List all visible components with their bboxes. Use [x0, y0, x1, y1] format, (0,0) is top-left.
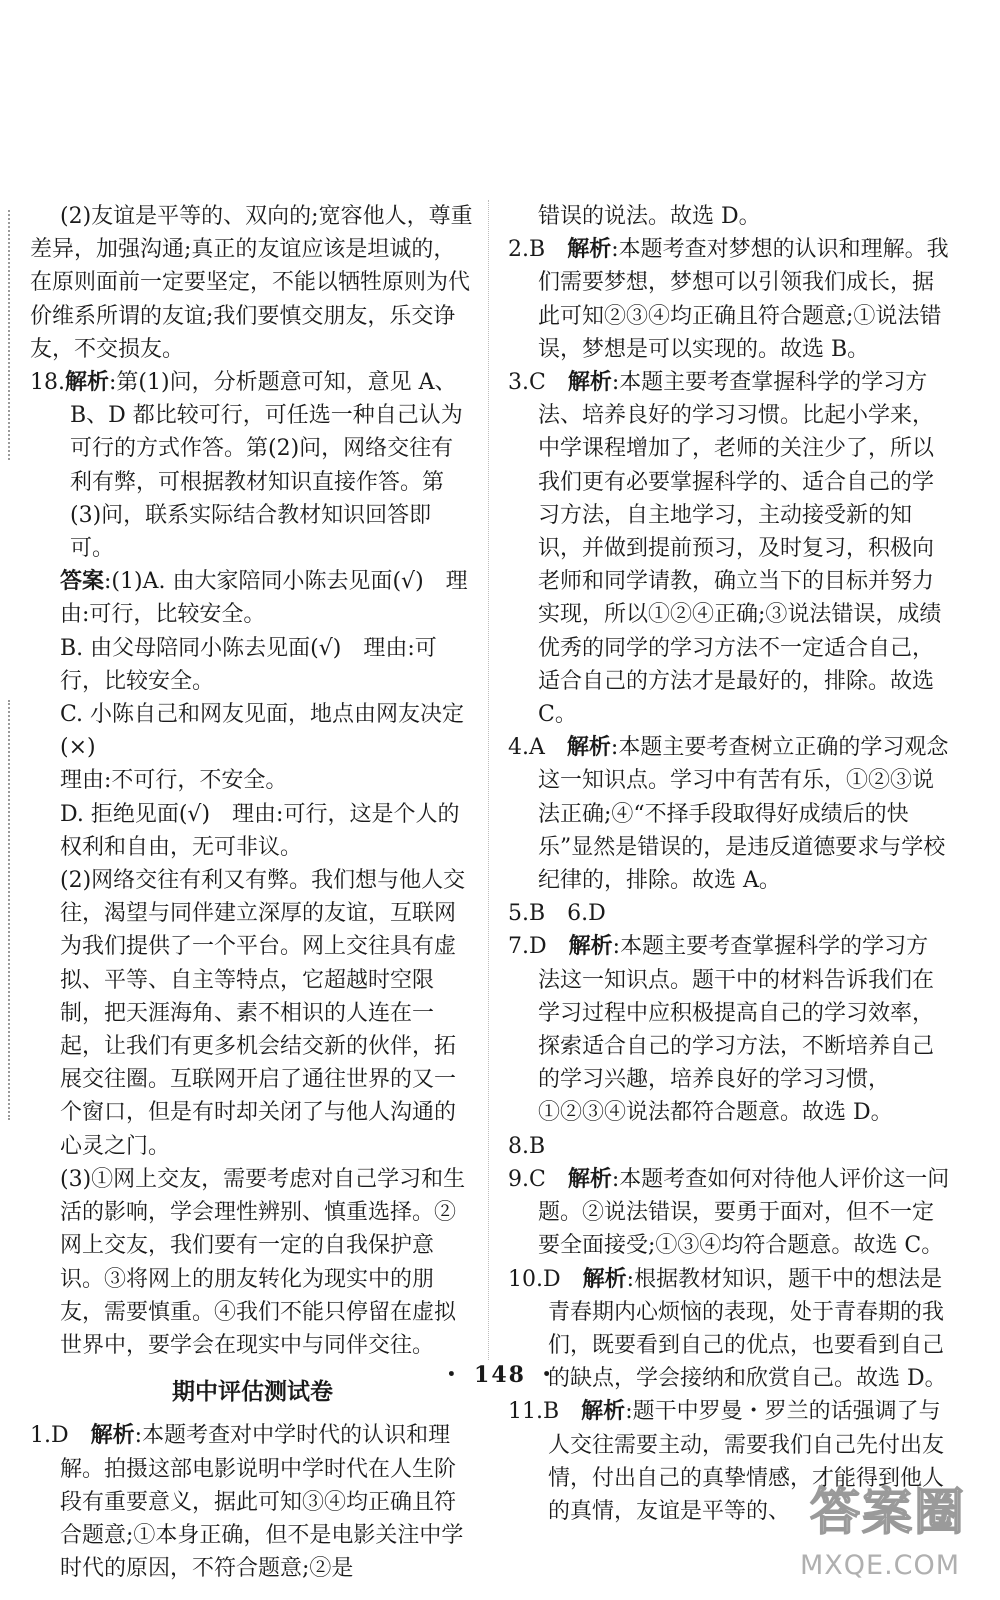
- questions-5-6: 5.B 6.D: [508, 901, 606, 927]
- friendship-paragraph: (2)友谊是平等的、双向的;宽容他人，尊重差异，加强沟通;真正的友谊应该是坦诚的，在原则面前一定要坚定，不能以牺牲原则为代价维系所谓的友谊;我们要慎交朋友，乐交诤友，不交损友。: [30, 204, 473, 362]
- edge-dots-top: [8, 210, 10, 460]
- analysis-text: :本题主要考查掌握科学的学习方法、培养良好的学习习惯。比起小学来，中学课程增加了，老师的关注少了，所以我们更有必要掌握科学的、适合自己的学习方法，自主地学习，主动接受新的知识，并做到提前预习，及时复习，积极向老师和同学请教，确立当下的目标并努力实现，所以①②④正确;③说法错误，成绩优秀的同学的学习方法不一定适合自己，适合自己的方法才是最好的，排除。故选 C。: [538, 370, 942, 728]
- question-2: [508, 233, 950, 366]
- analysis-text: :本题主要考查树立正确的学习观念这一知识点。学习中有苦有乐，①②③说法正确;④“不择手段取得好成绩后的快乐”显然是错误的，是违反道德要求与学校纪律的，排除。故选 A。: [538, 735, 949, 894]
- answer-c: C. 小陈自己和网友见面，地点由网友决定(×): [60, 702, 465, 761]
- question-9: [508, 1163, 950, 1263]
- analysis-label: 解析: [65, 370, 110, 396]
- question-number: 9.C: [508, 1166, 546, 1192]
- question-number: 4.A: [508, 735, 545, 761]
- question-number: 18.: [30, 370, 65, 396]
- answer-d: D. 拒绝见面(√) 理由:可行，这是个人的权利和自由，无可非议。: [60, 801, 460, 860]
- analysis-text: :第(1)问，分析题意可知，意见 A、B、D 都比较可行，可任选一种自己认为可行的方式作答。第(2)问，网络交往有利有弊，可根据教材知识直接作答。第(3)问，联系实际结合教材知识回答即可。: [70, 370, 463, 562]
- analysis-text: :本题考查对梦想的认识和理解。我们需要梦想，梦想可以引领我们成长，据此可知②③④均正确且符合题意;①说法错误，梦想是可以实现的。故选 B。: [538, 237, 949, 362]
- question-7: [508, 930, 950, 1129]
- question-number: 2.B: [508, 237, 546, 263]
- watermark: [800, 1480, 990, 1590]
- analysis-text: :本题考查如何对待他人评价这一问题。②说法错误，要勇于面对，但不一定要全面接受;①③④均符合题意。故选 C。: [538, 1166, 950, 1259]
- analysis-label: 解析: [566, 735, 611, 761]
- question-number: 11.B: [508, 1399, 560, 1425]
- question-18: [30, 366, 475, 565]
- answer-a-text: :(1)A. 由大家陪同小陈去见面(√) 理由:可行，比较安全。: [60, 569, 468, 628]
- answer-c-reason: 理由:不可行，不安全。: [60, 768, 288, 794]
- analysis-label: 解析: [568, 934, 613, 960]
- analysis-label: 解析: [567, 237, 612, 263]
- analysis-text: :题干中罗曼・罗兰的话强调了与人交往需要主动，需要我们自己先付出友情，付出自己的真挚情感，才能得到他人的真情，友谊是平等的、: [548, 1399, 945, 1524]
- analysis-label: 解析: [567, 370, 612, 396]
- question-number: 3.C: [508, 370, 546, 396]
- question-1-continued: 错误的说法。故选 D。: [538, 204, 761, 229]
- answer-part-3: (3)①网上交友，需要考虑对自己学习和生活的影响，学会理性辨别、慎重选择。②网上交友，我们要有一定的自我保护意识。③将网上的朋友转化为现实中的朋友，需要慎重。④我们不能只停留在虚拟世界中，要学会在现实中与同伴交往。: [60, 1166, 466, 1358]
- question-number: 7.D: [508, 934, 547, 960]
- question-number: 1.D: [30, 1423, 69, 1449]
- watermark-logo: 答案圈: [810, 1483, 966, 1541]
- watermark-url: MXQE.COM: [800, 1550, 961, 1581]
- analysis-label: 解析: [567, 1166, 612, 1192]
- answer-b: B. 由父母陪同小陈去见面(√) 理由:可行，比较安全。: [60, 635, 437, 694]
- question-1: [30, 1419, 475, 1585]
- question-number: 10.D: [508, 1266, 561, 1292]
- question-8: 8.B: [508, 1133, 546, 1159]
- analysis-text: :根据教材知识，题干中的想法是青春期内心烦恼的表现，处于青春期的我们，既要看到自己的优点，也要看到自己的缺点，学会接纳和欣赏自己。故选 D。: [548, 1266, 947, 1392]
- answer-label: 答案: [60, 569, 105, 595]
- answer-a: [30, 565, 475, 631]
- section-title: 期中评估测试卷: [172, 1379, 333, 1406]
- page-number: ・ 148 ・: [440, 1362, 560, 1388]
- question-3: [508, 366, 950, 731]
- answer-part-2: (2)网络交往有利又有弊。我们想与他人交往，渴望与同伴建立深厚的友谊，互联网为我们提供了一个平台。网上交往具有虚拟、平等、自主等特点，它超越时空限制，把天涯海角、素不相识的人连在一起，让我们有更多机会结交新的伙伴，拓展交往圈。互联网开启了通往世界的又一个窗口，但是有时却关闭了与他人沟通的心灵之门。: [60, 868, 466, 1159]
- analysis-label: 解析: [581, 1399, 626, 1425]
- question-4: [508, 731, 950, 897]
- analysis-text: :本题主要考查掌握科学的学习方法这一知识点。题干中的材料告诉我们在学习过程中应积极提高自己的学习效率，探索适合自己的学习方法，不断培养自己的学习兴趣，培养良好的学习习惯，①②③④说法都符合题意。故选 D。: [538, 934, 935, 1126]
- analysis-label: 解析: [90, 1423, 135, 1449]
- analysis-label: 解析: [582, 1266, 627, 1292]
- right-column: [508, 200, 950, 1528]
- analysis-text: :本题考查对中学时代的认识和理解。拍摄这部电影说明中学时代在人生阶段有重要意义，据此可知③④均正确且符合题意;①本身正确，但不是电影关注中学时代的原因，不符合题意;②是: [60, 1423, 464, 1582]
- column-divider: [488, 200, 489, 1360]
- edge-dots-bottom: [8, 700, 10, 1120]
